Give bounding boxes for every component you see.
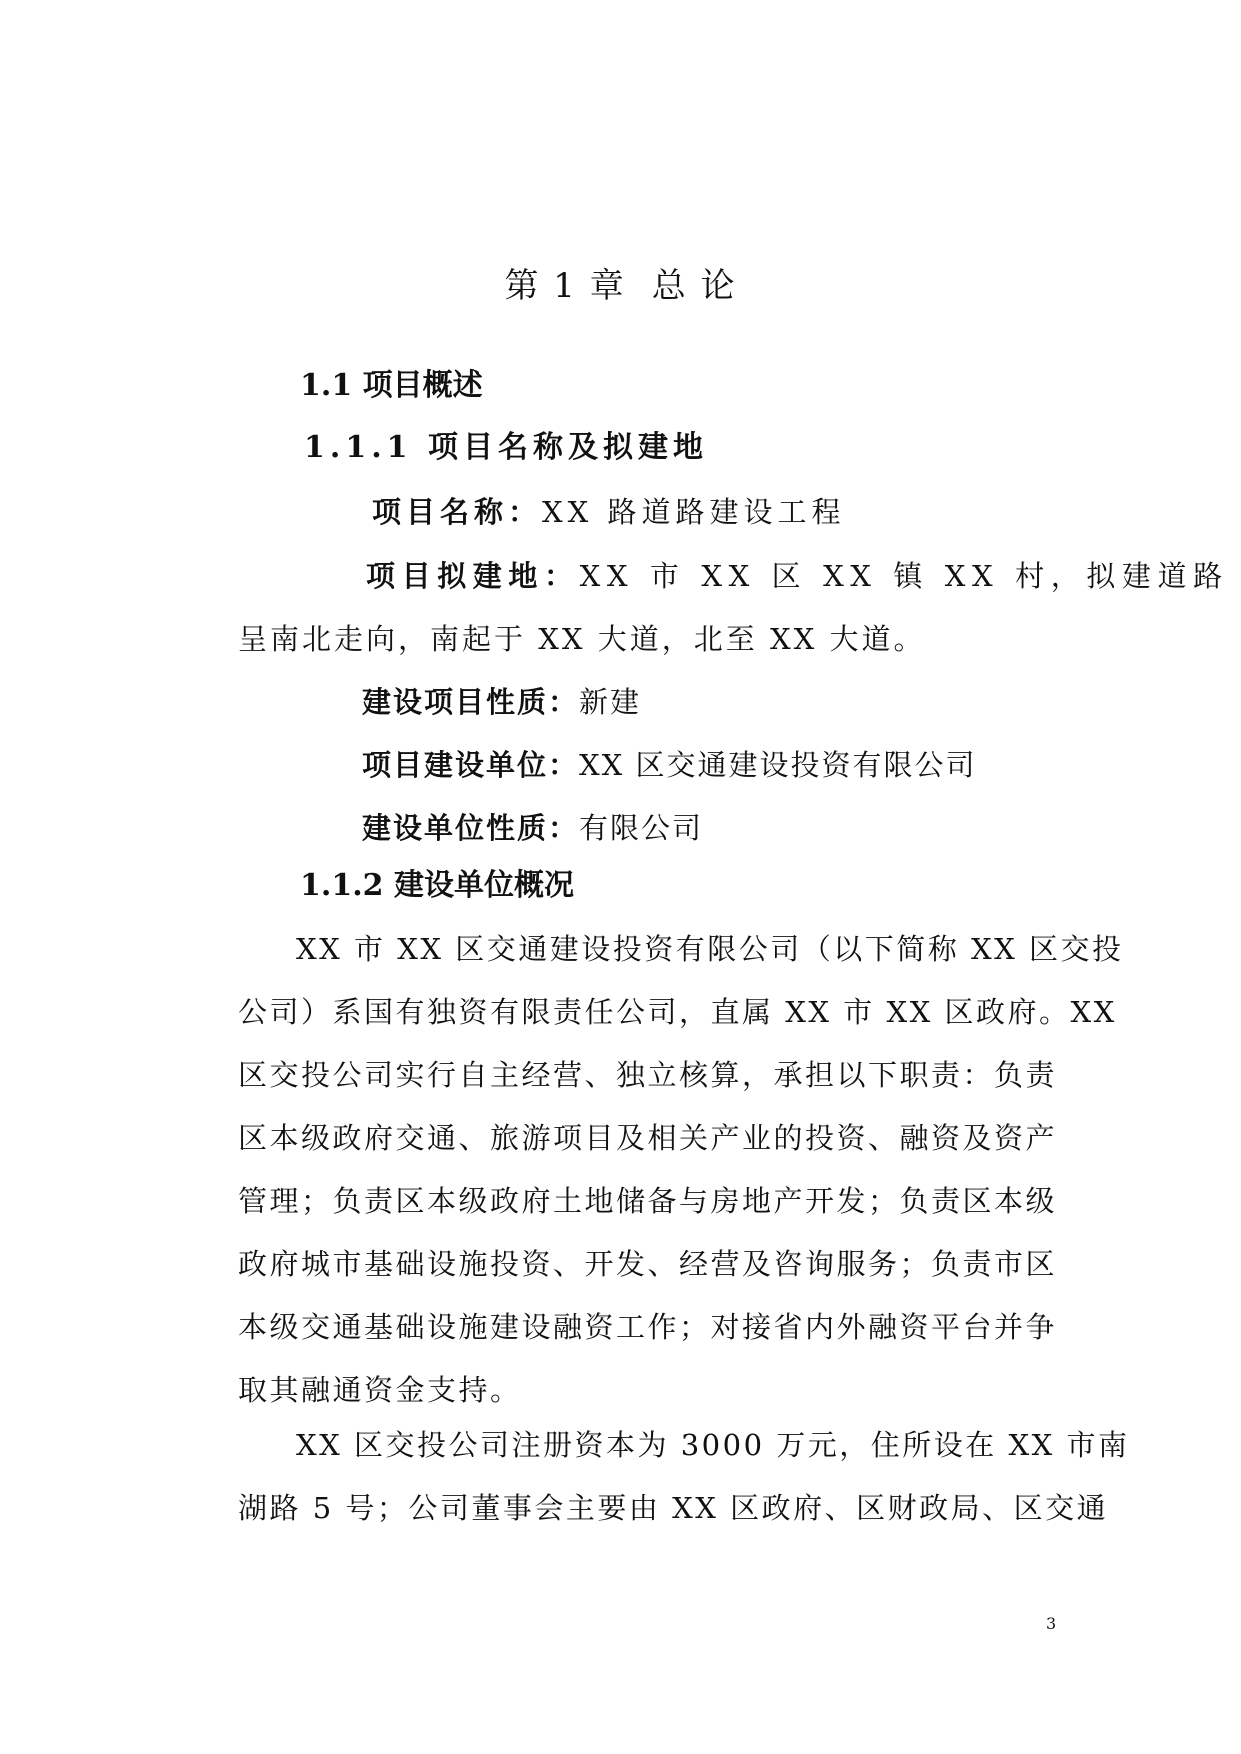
unit-nature-value: 有限公司 — [579, 811, 704, 845]
project-name-row — [372, 490, 846, 534]
project-nature-label: 建设项目性质： — [362, 685, 580, 719]
paragraph-line: XX 区交投公司注册资本为 3000 万元，住所设在 XX 市南 — [296, 1428, 1130, 1462]
paragraph-line: 湖路 5 号；公司董事会主要由 XX 区政府、区财政局、区交通 — [238, 1491, 1109, 1525]
company-overview-paragraph — [238, 918, 1124, 1422]
project-site-label: 项目拟建地： — [366, 559, 580, 593]
registered-capital-paragraph — [238, 1414, 1130, 1540]
section-heading-1-1-2: 1.1.2 建设单位概况 — [300, 868, 574, 903]
paragraph-line: 区交投公司实行自主经营、独立核算，承担以下职责：负责 — [238, 1058, 1058, 1092]
project-site-row — [366, 554, 1229, 598]
project-site-value: XX 市 XX 区 XX 镇 XX 村，拟建道路 — [579, 559, 1229, 593]
chapter-name: 总 论 — [651, 266, 737, 306]
paragraph-line: 本级交通基础设施建设融资工作；对接省内外融资平台并争 — [238, 1310, 1058, 1344]
page-number: 3 — [1046, 1614, 1057, 1633]
paragraph-line: 公司）系国有独资有限责任公司，直属 XX 市 XX 区政府。XX — [238, 995, 1117, 1029]
project-nature-value: 新建 — [579, 685, 642, 719]
paragraph-line: 区本级政府交通、旅游项目及相关产业的投资、融资及资产 — [238, 1121, 1058, 1155]
construction-unit-label: 项目建设单位： — [362, 748, 580, 782]
paragraph-line: 取其融通资金支持。 — [238, 1373, 522, 1407]
chapter-title — [0, 262, 1241, 310]
unit-nature-row — [362, 806, 703, 850]
project-site-continuation: 呈南北走向，南起于 XX 大道，北至 XX 大道。 — [238, 622, 926, 656]
project-nature-row — [362, 680, 641, 724]
construction-unit-row — [362, 743, 977, 787]
construction-unit-value: XX 区交通建设投资有限公司 — [579, 748, 977, 782]
project-name-value: XX 路道路建设工程 — [542, 495, 846, 529]
unit-nature-label: 建设单位性质： — [362, 811, 580, 845]
section-heading-1-1-1: 1.1.1 项目名称及拟建地 — [304, 430, 708, 465]
paragraph-line: 政府城市基础设施投资、开发、经营及咨询服务；负责市区 — [238, 1247, 1058, 1281]
chapter-number: 第 1 章 — [504, 266, 626, 306]
project-name-label: 项目名称： — [372, 495, 543, 529]
paragraph-line: 管理；负责区本级政府土地储备与房地产开发；负责区本级 — [238, 1184, 1058, 1218]
paragraph-line: XX 市 XX 区交通建设投资有限公司（以下简称 XX 区交投 — [296, 932, 1124, 966]
section-heading-1-1: 1.1 项目概述 — [300, 368, 483, 403]
